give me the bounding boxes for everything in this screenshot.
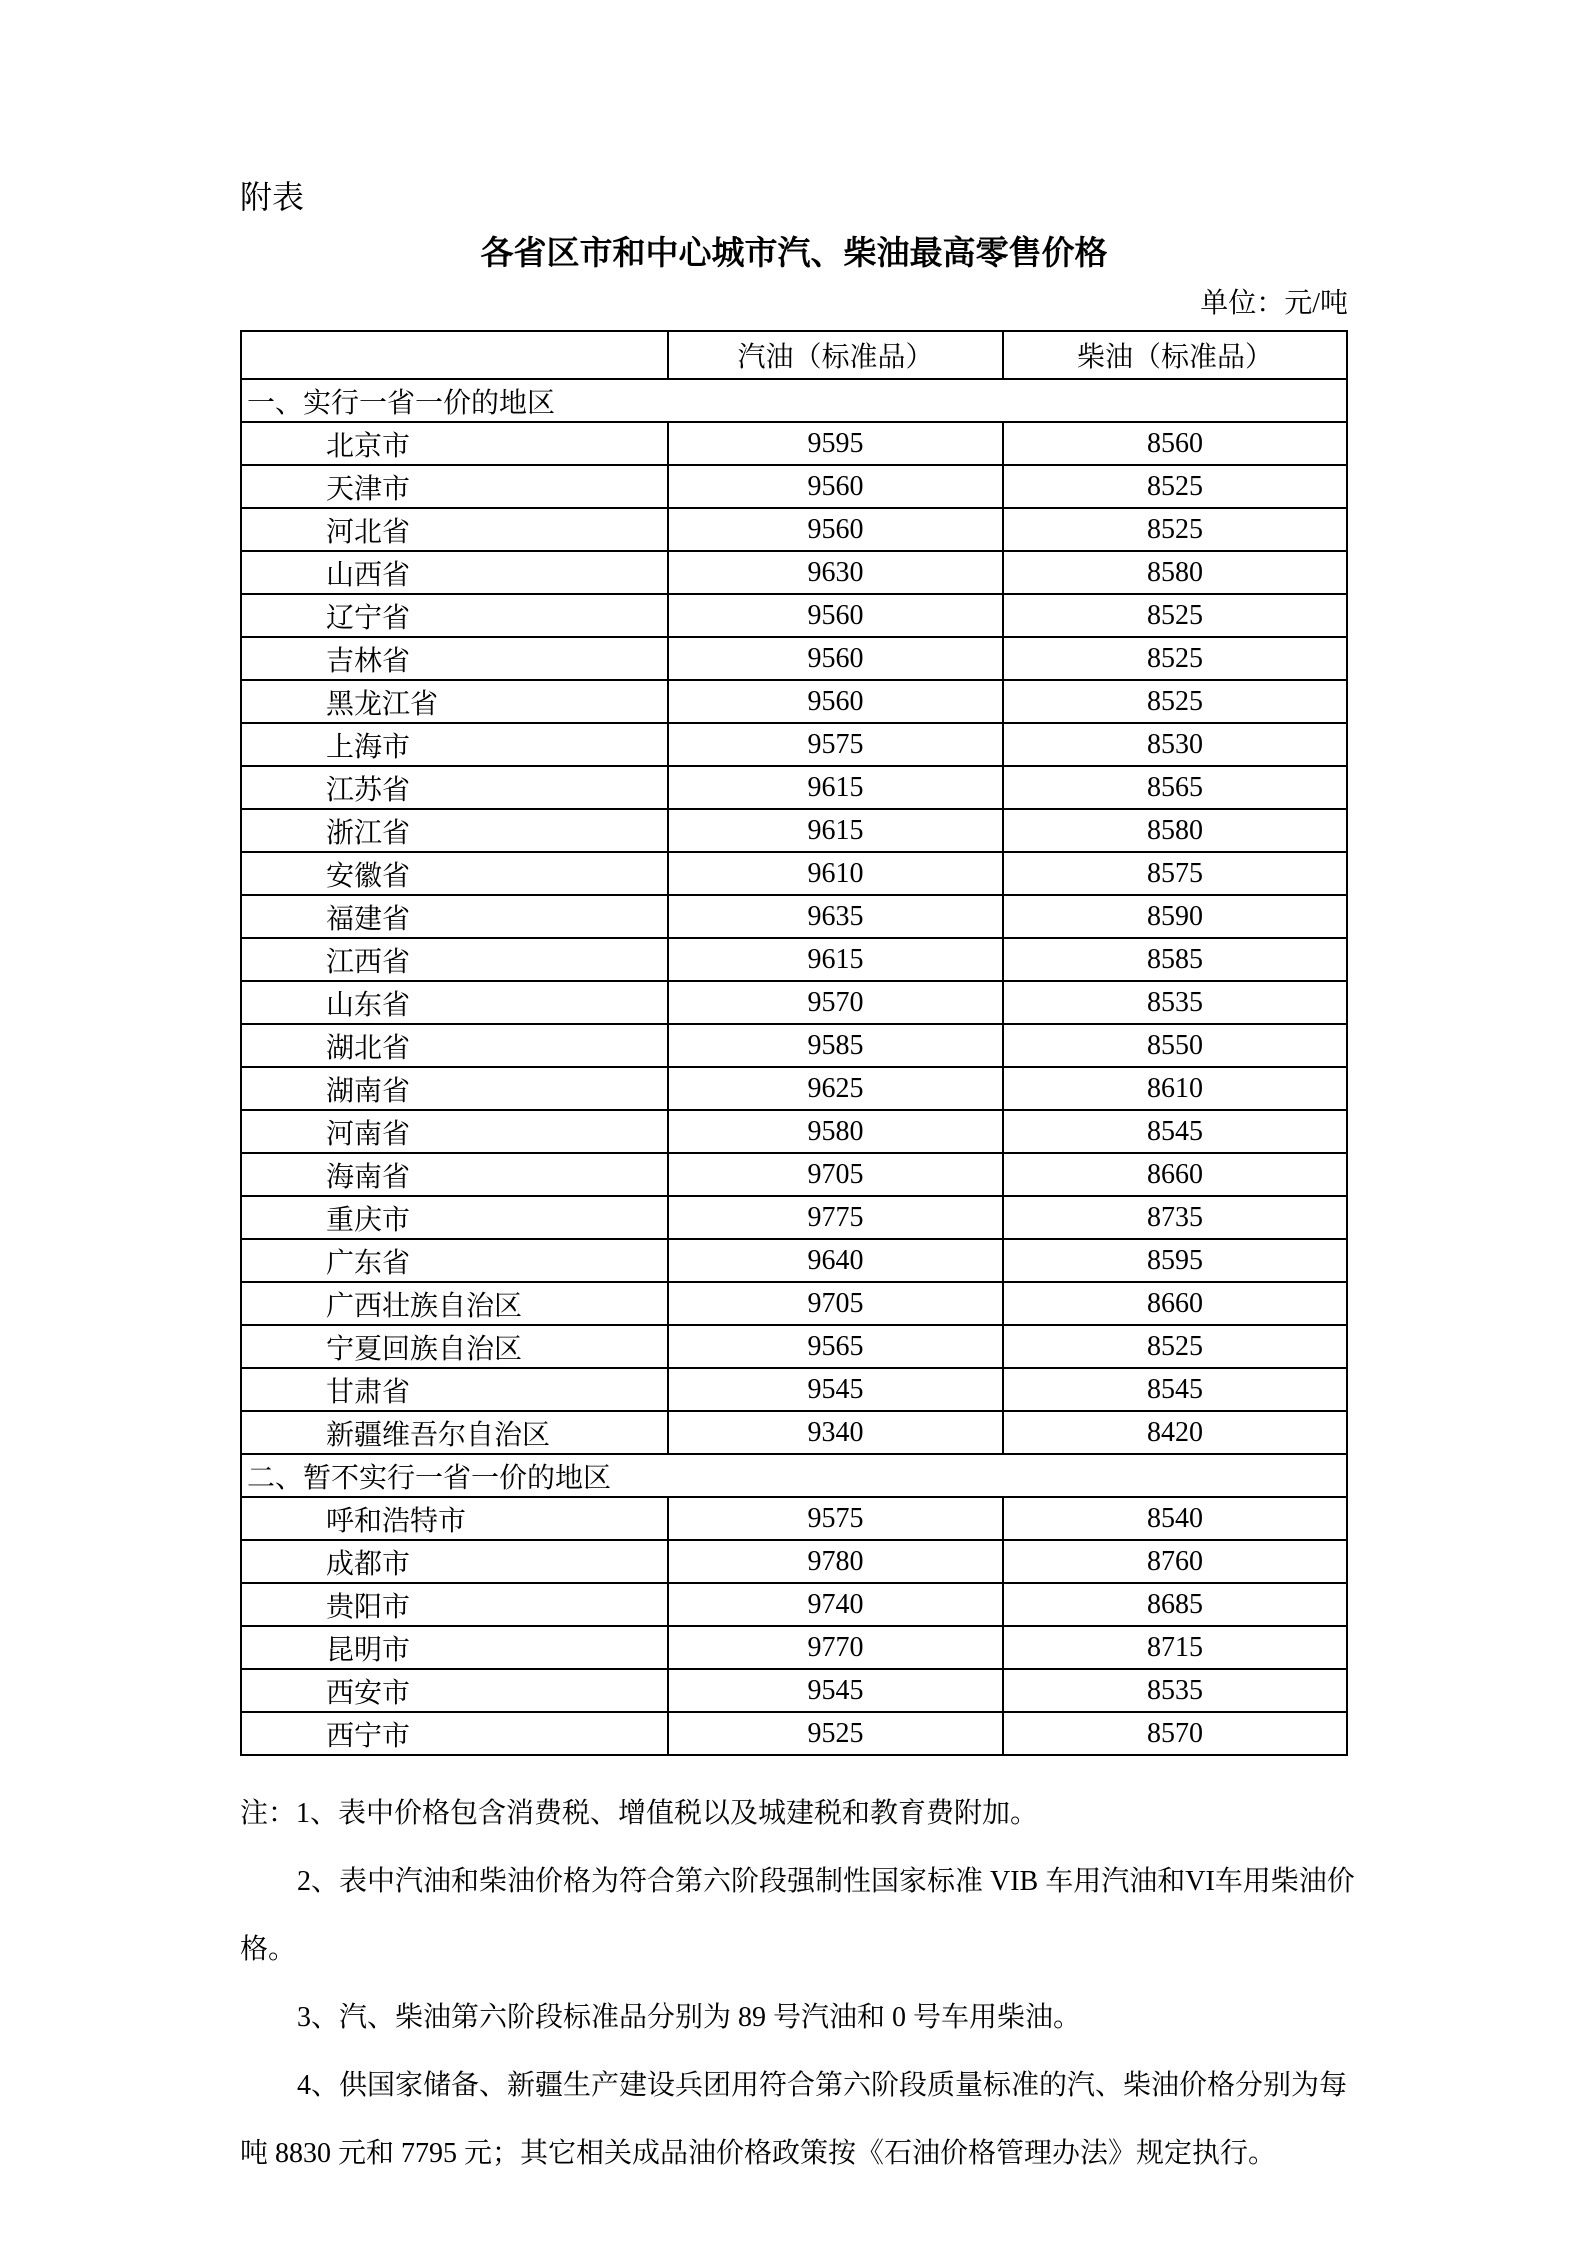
gasoline-price: 9545 <box>668 1368 1003 1411</box>
diesel-price: 8595 <box>1003 1239 1347 1282</box>
diesel-price: 8550 <box>1003 1024 1347 1067</box>
region-name: 广东省 <box>241 1239 668 1282</box>
diesel-price: 8530 <box>1003 723 1347 766</box>
table-row <box>241 594 1347 637</box>
gasoline-price: 9585 <box>668 1024 1003 1067</box>
region-name: 新疆维吾尔自治区 <box>241 1411 668 1454</box>
gasoline-price: 9565 <box>668 1325 1003 1368</box>
region-name: 昆明市 <box>241 1626 668 1669</box>
gasoline-price: 9630 <box>668 551 1003 594</box>
region-name: 山西省 <box>241 551 668 594</box>
gasoline-price: 9615 <box>668 766 1003 809</box>
table-row <box>241 1712 1347 1755</box>
region-name: 吉林省 <box>241 637 668 680</box>
diesel-price: 8545 <box>1003 1110 1347 1153</box>
diesel-column-header: 柴油（标准品） <box>1003 331 1347 379</box>
gasoline-price: 9615 <box>668 938 1003 981</box>
diesel-price: 8525 <box>1003 680 1347 723</box>
diesel-price: 8525 <box>1003 637 1347 680</box>
region-name: 山东省 <box>241 981 668 1024</box>
diesel-price: 8525 <box>1003 1325 1347 1368</box>
table-row <box>241 766 1347 809</box>
region-name: 江苏省 <box>241 766 668 809</box>
table-row <box>241 1368 1347 1411</box>
diesel-price: 8590 <box>1003 895 1347 938</box>
table-row <box>241 1282 1347 1325</box>
diesel-price: 8525 <box>1003 508 1347 551</box>
table-row <box>241 1110 1347 1153</box>
region-name: 河南省 <box>241 1110 668 1153</box>
gasoline-price: 9570 <box>668 981 1003 1024</box>
gasoline-price: 9560 <box>668 508 1003 551</box>
diesel-price: 8570 <box>1003 1712 1347 1755</box>
table-row <box>241 637 1347 680</box>
table-row <box>241 1153 1347 1196</box>
section-header-row <box>241 1454 1347 1497</box>
gasoline-price: 9775 <box>668 1196 1003 1239</box>
table-row <box>241 809 1347 852</box>
diesel-price: 8535 <box>1003 981 1347 1024</box>
table-row <box>241 465 1347 508</box>
price-table <box>240 330 1348 1756</box>
table-row <box>241 1626 1347 1669</box>
table-row <box>241 1024 1347 1067</box>
region-name: 湖南省 <box>241 1067 668 1110</box>
gasoline-price: 9740 <box>668 1583 1003 1626</box>
diesel-price: 8585 <box>1003 938 1347 981</box>
unit-label: 单位：元/吨 <box>1200 288 1348 319</box>
gasoline-price: 9560 <box>668 680 1003 723</box>
diesel-price: 8565 <box>1003 766 1347 809</box>
notes <box>240 1780 1355 2188</box>
diesel-price: 8685 <box>1003 1583 1347 1626</box>
diesel-price: 8660 <box>1003 1153 1347 1196</box>
region-name: 西宁市 <box>241 1712 668 1755</box>
gasoline-price: 9560 <box>668 637 1003 680</box>
region-name: 重庆市 <box>241 1196 668 1239</box>
table-row <box>241 938 1347 981</box>
table-row <box>241 852 1347 895</box>
gasoline-column-header: 汽油（标准品） <box>668 331 1003 379</box>
table-row <box>241 551 1347 594</box>
gasoline-price: 9560 <box>668 594 1003 637</box>
region-name: 安徽省 <box>241 852 668 895</box>
gasoline-price: 9635 <box>668 895 1003 938</box>
gasoline-price: 9705 <box>668 1282 1003 1325</box>
region-name: 浙江省 <box>241 809 668 852</box>
diesel-price: 8535 <box>1003 1669 1347 1712</box>
note-line: 3、汽、柴油第六阶段标准品分别为 89 号汽油和 0 号车用柴油。 <box>297 2002 1082 2033</box>
region-name: 甘肃省 <box>241 1368 668 1411</box>
diesel-price: 8420 <box>1003 1411 1347 1454</box>
region-name: 宁夏回族自治区 <box>241 1325 668 1368</box>
note-line: 注：1、表中价格包含消费税、增值税以及城建税和教育费附加。 <box>240 1798 1039 1829</box>
page-title: 各省区市和中心城市汽、柴油最高零售价格 <box>480 234 1108 271</box>
section-header-row <box>241 379 1347 422</box>
note-line: 格。 <box>240 1934 297 1965</box>
region-name: 河北省 <box>241 508 668 551</box>
gasoline-price: 9610 <box>668 852 1003 895</box>
table-row <box>241 1669 1347 1712</box>
table-row <box>241 981 1347 1024</box>
diesel-price: 8580 <box>1003 551 1347 594</box>
gasoline-price: 9560 <box>668 465 1003 508</box>
gasoline-price: 9580 <box>668 1110 1003 1153</box>
table-row <box>241 1497 1347 1540</box>
table-row <box>241 723 1347 766</box>
diesel-price: 8560 <box>1003 422 1347 465</box>
diesel-price: 8545 <box>1003 1368 1347 1411</box>
gasoline-price: 9525 <box>668 1712 1003 1755</box>
region-name: 湖北省 <box>241 1024 668 1067</box>
gasoline-price: 9340 <box>668 1411 1003 1454</box>
region-name: 贵阳市 <box>241 1583 668 1626</box>
gasoline-price: 9545 <box>668 1669 1003 1712</box>
gasoline-price: 9575 <box>668 1497 1003 1540</box>
table-row <box>241 1411 1347 1454</box>
table-row <box>241 680 1347 723</box>
diesel-price: 8525 <box>1003 465 1347 508</box>
note-line: 吨 8830 元和 7795 元；其它相关成品油价格政策按《石油价格管理办法》规定执行。 <box>240 2138 1277 2169</box>
region-name: 成都市 <box>241 1540 668 1583</box>
region-name: 天津市 <box>241 465 668 508</box>
region-name: 辽宁省 <box>241 594 668 637</box>
region-name: 北京市 <box>241 422 668 465</box>
gasoline-price: 9625 <box>668 1067 1003 1110</box>
diesel-price: 8580 <box>1003 809 1347 852</box>
gasoline-price: 9770 <box>668 1626 1003 1669</box>
gasoline-price: 9780 <box>668 1540 1003 1583</box>
diesel-price: 8540 <box>1003 1497 1347 1540</box>
gasoline-price: 9595 <box>668 422 1003 465</box>
gasoline-price: 9615 <box>668 809 1003 852</box>
table-row <box>241 508 1347 551</box>
section-header: 二、暂不实行一省一价的地区 <box>241 1454 1347 1497</box>
table-row <box>241 1540 1347 1583</box>
region-name: 呼和浩特市 <box>241 1497 668 1540</box>
region-name: 江西省 <box>241 938 668 981</box>
diesel-price: 8575 <box>1003 852 1347 895</box>
table-row <box>241 422 1347 465</box>
gasoline-price: 9705 <box>668 1153 1003 1196</box>
table-row <box>241 1196 1347 1239</box>
diesel-price: 8715 <box>1003 1626 1347 1669</box>
table-row <box>241 1325 1347 1368</box>
diesel-price: 8610 <box>1003 1067 1347 1110</box>
region-name: 西安市 <box>241 1669 668 1712</box>
table-row <box>241 1239 1347 1282</box>
table-row <box>241 895 1347 938</box>
gasoline-price: 9640 <box>668 1239 1003 1282</box>
diesel-price: 8525 <box>1003 594 1347 637</box>
region-name: 黑龙江省 <box>241 680 668 723</box>
region-name: 海南省 <box>241 1153 668 1196</box>
region-name: 福建省 <box>241 895 668 938</box>
table-header-row <box>241 331 1347 379</box>
region-name: 上海市 <box>241 723 668 766</box>
gasoline-price: 9575 <box>668 723 1003 766</box>
diesel-price: 8735 <box>1003 1196 1347 1239</box>
table-row <box>241 1583 1347 1626</box>
diesel-price: 8760 <box>1003 1540 1347 1583</box>
diesel-price: 8660 <box>1003 1282 1347 1325</box>
region-column-header <box>241 331 668 379</box>
note-line: 4、供国家储备、新疆生产建设兵团用符合第六阶段质量标准的汽、柴油价格分别为每 <box>297 2070 1348 2101</box>
section-header: 一、实行一省一价的地区 <box>241 379 1347 422</box>
attachment-label: 附表 <box>240 179 305 215</box>
note-line: 2、表中汽油和柴油价格为符合第六阶段强制性国家标准 VIB 车用汽油和VI车用柴油价 <box>297 1866 1355 1897</box>
price-table-body <box>241 379 1347 1755</box>
table-row <box>241 1067 1347 1110</box>
region-name: 广西壮族自治区 <box>241 1282 668 1325</box>
